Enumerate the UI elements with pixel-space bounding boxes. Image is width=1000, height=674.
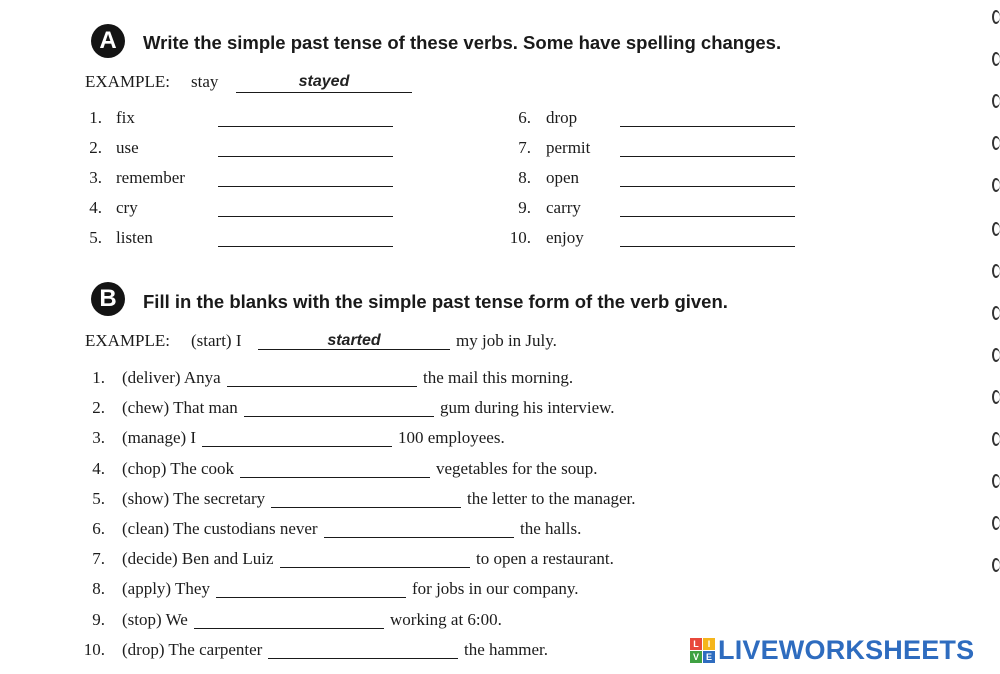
section-b-badge: B (91, 282, 125, 316)
item-verb: remember (116, 168, 185, 187)
section-a-example-verb: stay (191, 72, 219, 91)
binding-mark (992, 432, 1000, 446)
answer-blank[interactable] (216, 597, 406, 598)
binding-mark (992, 94, 1000, 108)
sentence-end: vegetables for the soup. (436, 459, 598, 478)
binding-mark (992, 390, 1000, 404)
liveworksheets-logo[interactable] (690, 632, 974, 668)
sentence-start: (stop) We (122, 610, 188, 629)
logo-letter: I (703, 638, 715, 650)
sentence-start: (decide) Ben and Luiz (122, 549, 274, 568)
item-verb: cry (116, 198, 138, 217)
sentence-end: 100 employees. (398, 428, 505, 447)
answer-blank[interactable] (194, 628, 384, 629)
answer-blank[interactable] (620, 126, 795, 127)
item-number: 5. (89, 228, 102, 247)
logo-text: LIVEWORKSHEETS (718, 634, 975, 665)
item-verb: open (546, 168, 580, 187)
item-verb: listen (116, 228, 153, 247)
binding-mark (992, 222, 1000, 236)
section-a-badge: A (91, 24, 125, 58)
binding-mark (992, 348, 1000, 362)
section-a-heading: Write the simple past tense of these verbs. Some have spelling changes. (143, 32, 782, 53)
item-number: 3. (89, 168, 102, 187)
answer-blank[interactable] (280, 567, 470, 568)
answer-blank[interactable] (620, 216, 795, 217)
answer-blank[interactable] (620, 156, 795, 157)
answer-blank[interactable] (227, 386, 417, 387)
item-verb: use (116, 138, 139, 157)
sentence-end: the halls. (520, 519, 582, 538)
logo-icon (690, 638, 715, 663)
sentence-start: (apply) They (122, 579, 210, 598)
sentence-start: (chew) That man (122, 398, 238, 417)
binding-mark (992, 10, 1000, 24)
item-verb: carry (546, 198, 581, 217)
binding-mark (992, 474, 1000, 488)
sentence-end: the hammer. (464, 640, 549, 659)
item-number: 6. (518, 108, 531, 127)
answer-blank[interactable] (218, 186, 393, 187)
answer-blank[interactable] (620, 246, 795, 247)
item-number: 5. (92, 489, 105, 508)
section-b-example-answer: started (327, 332, 381, 349)
item-number: 6. (92, 519, 105, 538)
answer-blank[interactable] (324, 537, 514, 538)
sentence-end: working at 6:00. (390, 610, 502, 629)
answer-blank[interactable] (218, 156, 393, 157)
section-b-example-before: (start) I (191, 331, 242, 350)
section-b-example-after: my job in July. (456, 331, 557, 350)
answer-blank[interactable] (268, 658, 458, 659)
binding-mark (992, 178, 1000, 192)
answer-blank[interactable] (271, 507, 461, 508)
answer-blank[interactable] (218, 216, 393, 217)
item-number: 9. (518, 198, 531, 217)
answer-blank[interactable] (244, 416, 434, 417)
answer-blank[interactable] (202, 446, 392, 447)
sentence-end: the letter to the manager. (467, 489, 636, 508)
item-verb: drop (546, 108, 578, 127)
item-number: 4. (89, 198, 102, 217)
binding-mark (992, 264, 1000, 278)
logo-letter: E (703, 651, 715, 663)
answer-blank[interactable] (218, 246, 393, 247)
item-number: 4. (92, 459, 105, 478)
item-number: 2. (89, 138, 102, 157)
sentence-start: (manage) I (122, 428, 197, 447)
binding-mark (992, 136, 1000, 150)
item-number: 8. (518, 168, 531, 187)
sentence-start: (clean) The custodians never (122, 519, 318, 538)
item-verb: enjoy (546, 228, 584, 247)
sentence-start: (chop) The cook (122, 459, 235, 478)
sentence-end: to open a restaurant. (476, 549, 614, 568)
answer-blank[interactable] (218, 126, 393, 127)
sentence-start: (deliver) Anya (122, 368, 221, 387)
item-verb: permit (546, 138, 591, 157)
binding-mark (992, 52, 1000, 66)
item-number: 3. (92, 428, 105, 447)
section-a-example-blank (236, 92, 412, 93)
item-number: 9. (92, 610, 105, 629)
answer-blank[interactable] (240, 477, 430, 478)
item-number: 7. (92, 549, 105, 568)
item-number: 10. (509, 228, 531, 247)
item-number: 2. (92, 398, 105, 417)
item-number: 8. (92, 579, 105, 598)
binding-mark (992, 516, 1000, 530)
section-a-example-label: EXAMPLE: (85, 72, 170, 91)
sentence-end: gum during his interview. (440, 398, 615, 417)
sentence-end: the mail this morning. (423, 368, 574, 387)
sentence-end: for jobs in our company. (412, 579, 579, 598)
sentence-start: (show) The secretary (122, 489, 266, 508)
binding-mark (992, 558, 1000, 572)
section-b-heading: Fill in the blanks with the simple past tense form of the verb given. (143, 291, 728, 312)
answer-blank[interactable] (620, 186, 795, 187)
section-b-example-label: EXAMPLE: (85, 331, 170, 350)
logo-letter: L (690, 638, 702, 650)
item-number: 1. (89, 108, 102, 127)
item-number: 7. (518, 138, 531, 157)
item-verb: fix (116, 108, 135, 127)
binding-mark (992, 306, 1000, 320)
sentence-start: (drop) The carpenter (122, 640, 263, 659)
logo-letter: V (690, 651, 702, 663)
item-number: 1. (92, 368, 105, 387)
item-number: 10. (83, 640, 105, 659)
section-a-example-answer: stayed (298, 73, 350, 90)
